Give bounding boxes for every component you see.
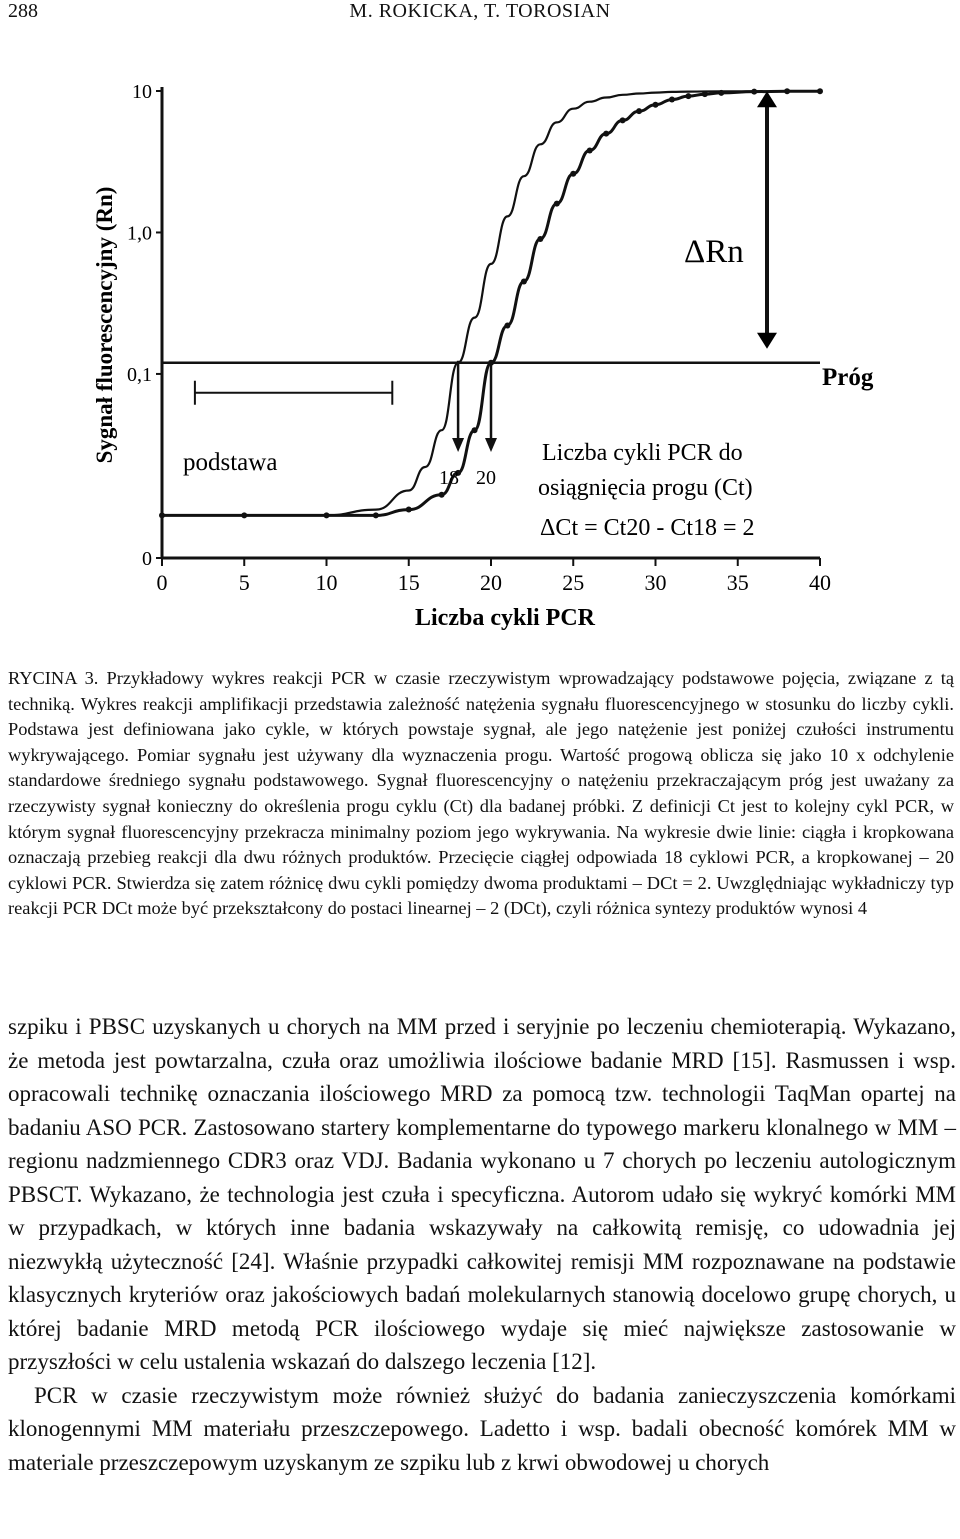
dotted-curve-point — [620, 117, 626, 123]
x-tick-label: 15 — [397, 570, 420, 595]
baseline-label: podstawa — [183, 449, 278, 476]
ct20-label: 20 — [476, 467, 496, 489]
dotted-curve-point — [817, 88, 823, 94]
delta-ct-formula: ΔCt = Ct20 - Ct18 = 2 — [540, 515, 755, 541]
dotted-curve-point — [472, 427, 478, 433]
dotted-curve-point — [159, 512, 165, 518]
x-tick-label: 40 — [809, 570, 831, 595]
dotted-curve-point — [685, 93, 691, 99]
dotted-curve-point — [718, 90, 724, 96]
ct18-label: 18 — [439, 467, 459, 489]
dotted-curve-point — [587, 147, 593, 153]
x-tick-label: 5 — [238, 570, 250, 595]
dotted-curve-point — [373, 512, 379, 518]
body-text — [8, 1010, 956, 1479]
figure-caption: RYCINA 3. Przykładowy wykres reakcji PCR w czasie rzeczywistym wprowadzający podstawowe pojęcia, związane z tą techniką. Wykres reakcji amplifikacji przedstawia zależność natężenia sygnału fluorescencyjnego w stosunku do liczby cykli. Podstawa jest definiowana jako cykle, w których powstaje sygnał, ale jego natężenie jest poniżej czułości instrumentu wykrywającego. Pomiar sygnału jest używany dla wyznaczenia progu. Wartość progową oblicza się jako 10 x odchylenie standardowe średniego sygnału podstawowego. Sygnał fluorescencyjny o natężeniu przekraczającym próg jest uważany za rzeczywisty sygnał konieczny do określenia progu cyklu (Ct) dla badanej próbki. Z definicji Ct jest to kolejny cykl PCR, w którym sygnał fluorescencyjny przekracza minimalny poziom jego wykrywania. Na wykresie dwie linie: ciągła i kropkowana oznaczają przebieg reakcji dla dwu różnych produktów. Przecięcie ciągłej odpowiada 18 cyklowi PCR, a kropkowanej – 20 cyklowi PCR. Stwierdza się zatem różnicę dwu cykli pomiędzy dwoma produktami – DCt = 2. Uwzględniając wykładniczy typ reakcji PCR DCt może być przekształcony do postaci linearnej – 2 (DCt), czyli różnica syntezy produktów wynosi 4 — [8, 668, 954, 919]
delta-rn-arrow-bottom — [757, 333, 777, 349]
dotted-curve-point — [751, 89, 757, 95]
running-head-authors: M. ROKICKA, T. TOROSIAN — [349, 0, 611, 22]
dotted-curve-point — [406, 507, 412, 513]
x-tick-label: 30 — [644, 570, 667, 595]
dotted-curve-point — [603, 131, 609, 137]
paragraph-2: PCR w czasie rzeczywistym może również służyć do badania zanieczyszczenia komórkami klonogennymi MM materiału przeszczepowego. Ladetto i wsp. badali obecność komórek MM w materiale przeszczepowym uzyskanym ze szpiku lub z krwi obwodowej u chorych — [8, 1382, 956, 1475]
ct-explanation-line1: Liczba cykli PCR do — [542, 440, 743, 466]
dotted-curve-point — [570, 171, 576, 177]
x-tick-label: 35 — [726, 570, 749, 595]
y-tick-label: 0 — [142, 548, 152, 570]
chart-annotations — [162, 91, 820, 452]
y-tick-label: 0,1 — [127, 363, 152, 386]
dotted-curve-point — [504, 322, 510, 328]
delta-rn-label: ΔRn — [684, 234, 744, 270]
dotted-curve-point — [636, 108, 642, 114]
page-number: 288 — [8, 0, 38, 22]
y-axis-label: Sygnał fluorescencyjny (Rn) — [92, 186, 117, 464]
dotted-curve-point — [554, 201, 560, 207]
paragraph-1: szpiku i PBSC uzyskanych u chorych na MM przed i seryjnie po leczeniu chemioterapią. Wykazano, że metoda jest powtarzalna, czuła oraz umożliwia ilościowe badanie MRD [15]. Rasmussen i wsp. opracowali technikę oznaczania ilościowego MRD za pomocą tzw. technologii TaqMan opartej na badaniu ASO PCR. Zastosowano startery komplementarne do typowego markeru klonalnego w MM – regionu nadzmiennego CDR3 oraz VDJ. Badania wykonano u 7 chorych po leczeniu autologicznym PBSCT. Wykazano, że technologia jest czuła i specyficzna. Autorom udało się wykryć komórki MM w przypadkach, w których inne badania wskazywały na całkowitą remisję, co udowadnia jej niezwykłą użyteczność [24]. Właśnie przypadki całkowitej remisji MM rozpoznawane na podstawie klasycznych kryteriów oraz jakościowych badań molekularnych stanowią docelowo grupę chorych, u której badanie MRD metodą PCR ilościowego wydaje się mieć największe zastosowanie w przyszłości w celu ustalenia wskazań do dalszego leczenia [12]. — [8, 1014, 956, 1374]
ct-arrow-head — [485, 438, 497, 452]
threshold-label: Próg — [822, 364, 874, 391]
dotted-curve-point — [653, 102, 659, 108]
y-tick-label: 10 — [132, 81, 152, 103]
dotted-curve-point — [324, 512, 330, 518]
ct-explanation-line2: osiągnięcia progu (Ct) — [538, 475, 753, 501]
dotted-curve-point — [537, 236, 543, 242]
x-axis-label: Liczba cykli PCR — [415, 605, 595, 631]
x-tick-label: 10 — [315, 570, 338, 595]
delta-rn-arrow-top — [757, 91, 777, 107]
x-tick-label: 25 — [562, 570, 585, 595]
page-header — [0, 0, 960, 28]
x-tick-label: 20 — [480, 570, 502, 595]
y-tick-label: 1,0 — [127, 222, 152, 245]
dotted-curve-point — [241, 512, 247, 518]
dotted-curve-point — [669, 97, 675, 103]
dotted-curve-point — [702, 91, 708, 97]
dotted-curve-point — [784, 88, 790, 94]
dotted-curve-point — [521, 279, 527, 285]
ct-arrow-head — [452, 438, 464, 452]
x-tick-label: 0 — [156, 570, 168, 595]
dotted-curve-point — [439, 492, 445, 498]
pcr-amplification-chart — [0, 40, 960, 640]
